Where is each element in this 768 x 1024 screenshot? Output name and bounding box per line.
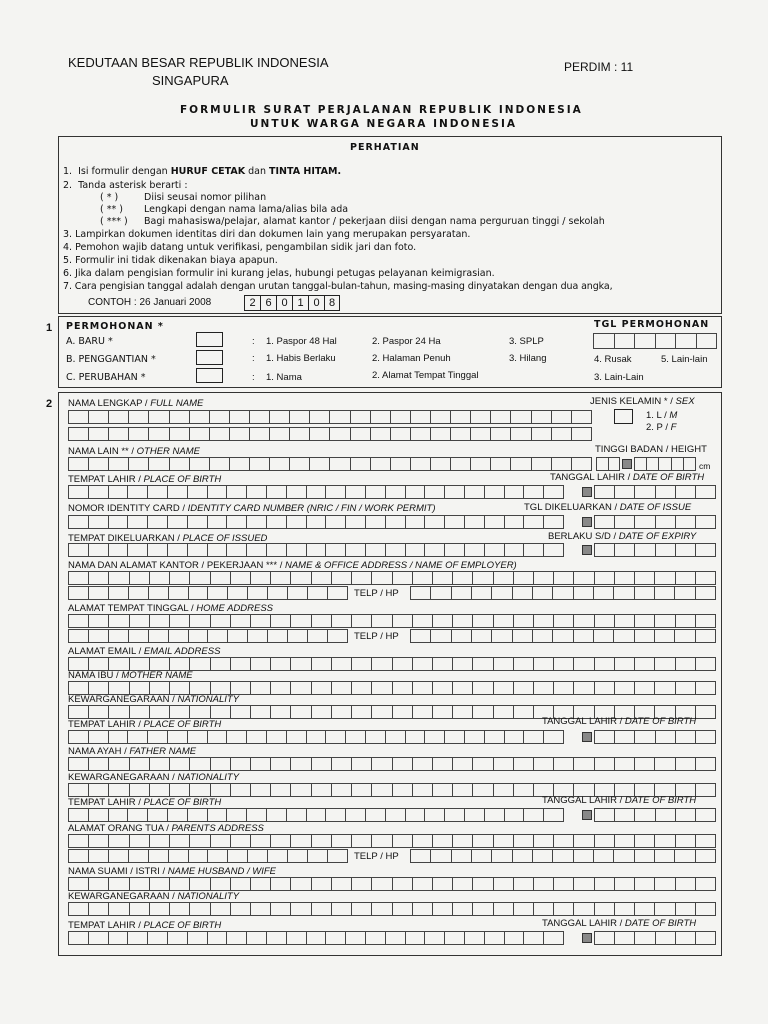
home-telp-label: TELP / HP <box>354 631 399 642</box>
asterisk-mark: ( * ) <box>100 192 119 203</box>
label-en: F <box>670 422 677 433</box>
label-en: NATIONALITY <box>177 891 240 902</box>
expiry-label <box>548 531 696 542</box>
pengganti-opt-1: 1. Habis Berlaku <box>266 353 336 364</box>
label-id: BERLAKU S/D / <box>548 531 619 542</box>
asterisk-3 <box>100 216 605 227</box>
label-en: NAME HUSBAND / WIFE <box>167 866 276 877</box>
colon: : <box>252 336 255 347</box>
label-id: 1. L / <box>646 410 670 421</box>
sex-f <box>646 422 676 433</box>
notice-item-5 <box>63 255 278 266</box>
label-id: NOMOR IDENTITY CARD / <box>68 503 188 514</box>
label-en: OTHER NAME <box>136 446 200 457</box>
perubahan-opt-1: 1. Nama <box>266 372 302 383</box>
email-label <box>68 646 220 657</box>
label-id: NAMA IBU / <box>68 670 122 681</box>
father-label <box>68 746 196 757</box>
spouse-nationality-label <box>68 891 239 902</box>
label-id: NAMA AYAH / <box>68 746 130 757</box>
label-en: FATHER NAME <box>129 746 197 757</box>
label-id: NAMA DAN ALAMAT KANTOR / PEKERJAAN *** / <box>68 560 285 571</box>
label-id: TEMPAT DIKELUARKAN / <box>68 533 183 544</box>
label-en: SEX <box>675 396 695 407</box>
label-id: TANGGAL LAHIR / <box>542 918 625 929</box>
notice-text: Cara pengisian tanggal adalah dengan urutan tanggal-bulan-tahun, masing-masing dinyatakan dengan dua angka, <box>74 281 613 292</box>
other-name-label <box>68 446 200 457</box>
label-en: NAME & OFFICE ADDRESS / NAME OF EMPLOYER) <box>284 560 517 571</box>
home-input-1[interactable] <box>68 614 716 628</box>
home-label <box>68 603 273 614</box>
notice-bold: TINTA HITAM. <box>269 166 342 177</box>
spouse-pob-label <box>68 920 221 931</box>
parents-input-1[interactable] <box>68 834 716 848</box>
office-label <box>68 560 517 571</box>
dob-input[interactable] <box>594 485 716 499</box>
dob-marker <box>582 487 592 497</box>
label-en: PLACE OF ISSUED <box>182 533 268 544</box>
notice-text: Isi formulir dengan <box>78 166 171 177</box>
label-id: TEMPAT LAHIR / <box>68 797 144 808</box>
full-name-input-1[interactable] <box>68 410 592 424</box>
notice-text: Pemohon wajib datang untuk verifikasi, pengambilan sidik jari dan foto. <box>75 242 417 253</box>
parents-label <box>68 823 264 834</box>
father-dob-label <box>542 795 696 806</box>
spouse-dob-marker <box>582 933 592 943</box>
mother-input[interactable] <box>68 681 716 695</box>
option-c-box[interactable] <box>196 368 223 383</box>
colon: : <box>252 353 255 364</box>
notice-item-4 <box>63 242 416 253</box>
option-b-label: B. PENGGANTIAN * <box>66 354 156 365</box>
example-digit: 6 <box>260 295 276 311</box>
height-label: TINGGI BADAN / HEIGHT <box>595 444 707 455</box>
label-en: PLACE OF BIRTH <box>143 797 222 808</box>
label-en: EMAIL ADDRESS <box>143 646 221 657</box>
asterisk-mark: ( *** ) <box>100 216 128 227</box>
section1-number: 1 <box>46 322 53 334</box>
notice-num: 2. <box>63 180 73 191</box>
height-separator <box>622 459 632 469</box>
tgl-permohonan-title: TGL PERMOHONAN <box>594 319 710 330</box>
label-en: DATE OF EXPIRY <box>618 531 697 542</box>
label-id: NAMA LAIN ** / <box>68 446 137 457</box>
dob-label <box>550 472 704 483</box>
notice-text: Lampirkan dokumen identitas diri dan dokumen lain yang merupakan persyaratan. <box>75 229 471 240</box>
asterisk-text: Diisi seusai nomor pilihan <box>144 192 267 203</box>
father-dob-marker <box>582 810 592 820</box>
sex-label <box>590 396 695 407</box>
home-telp-input[interactable] <box>410 629 716 643</box>
label-en: HOME ADDRESS <box>196 603 274 614</box>
notice-item-2 <box>63 180 188 191</box>
spouse-pob-input[interactable] <box>68 931 564 945</box>
father-input[interactable] <box>68 757 716 771</box>
example-digit: 2 <box>244 295 260 311</box>
issue-date-input[interactable] <box>594 515 716 529</box>
example-digit: 0 <box>276 295 292 311</box>
label-id: ALAMAT EMAIL / <box>68 646 144 657</box>
example-digit: 0 <box>308 295 324 311</box>
office-telp-input[interactable] <box>410 586 716 600</box>
embassy-city: SINGAPURA <box>152 73 229 88</box>
option-a-label: A. BARU * <box>66 336 113 347</box>
label-id: TANGGAL LAHIR / <box>542 716 625 727</box>
mother-dob-label <box>542 716 696 727</box>
label-en: FULL NAME <box>150 398 204 409</box>
notice-item-1 <box>63 166 341 177</box>
spouse-input[interactable] <box>68 877 716 891</box>
form-code: PERDIM : 11 <box>564 60 634 74</box>
label-en: IDENTITY CARD NUMBER (NRIC / FIN / WORK PERMIT) <box>187 503 436 514</box>
father-pob-input[interactable] <box>68 808 564 822</box>
label-en: NATIONALITY <box>177 772 240 783</box>
label-en: PLACE OF BIRTH <box>143 719 222 730</box>
label-en: NATIONALITY <box>177 694 240 705</box>
office-input-2[interactable] <box>68 586 348 600</box>
baru-opt-2: 2. Paspor 24 Ha <box>372 336 441 347</box>
example-digit: 8 <box>324 295 340 311</box>
asterisk-1 <box>100 192 266 203</box>
example-date <box>244 295 340 311</box>
label-id: TANGGAL LAHIR / <box>550 472 633 483</box>
notice-item-7 <box>63 281 613 292</box>
mother-pob-input[interactable] <box>68 730 564 744</box>
form-subtitle: UNTUK WARGA NEGARA INDONESIA <box>250 118 517 130</box>
form-title: FORMULIR SURAT PERJALANAN REPUBLIK INDONESIA <box>180 104 583 116</box>
notice-num: 3. <box>63 229 73 240</box>
example-digit: 1 <box>292 295 308 311</box>
mother-dob-marker <box>582 732 592 742</box>
pengganti-opt-4: 4. Rusak <box>594 354 632 365</box>
notice-text: dan <box>245 166 270 177</box>
tgl-permohonan-input[interactable] <box>593 333 717 349</box>
poi-input[interactable] <box>68 543 564 557</box>
spouse-label <box>68 866 276 877</box>
section1-title: PERMOHONAN * <box>66 321 164 332</box>
label-id: TEMPAT LAHIR / <box>68 719 144 730</box>
idcard-input[interactable] <box>68 515 564 529</box>
notice-item-3 <box>63 229 470 240</box>
height-input-1[interactable] <box>596 457 620 471</box>
label-en: DATE OF BIRTH <box>624 795 697 806</box>
label-id: TGL DIKELUARKAN / <box>524 502 620 513</box>
sex-input[interactable] <box>614 409 633 424</box>
mother-nationality-label <box>68 694 239 705</box>
mother-label <box>68 670 193 681</box>
label-id: 2. P / <box>646 422 671 433</box>
expiry-input[interactable] <box>594 543 716 557</box>
mother-pob-label <box>68 719 221 730</box>
notice-num: 5. <box>63 255 73 266</box>
father-pob-label <box>68 797 221 808</box>
label-en: DATE OF BIRTH <box>632 472 705 483</box>
asterisk-2 <box>100 204 348 215</box>
notice-num: 6. <box>63 268 73 279</box>
label-id: NAMA SUAMI / ISTRI / <box>68 866 168 877</box>
mother-dob-input[interactable] <box>594 730 716 744</box>
colon: : <box>252 372 255 383</box>
office-input-1[interactable] <box>68 571 716 585</box>
pengganti-opt-3: 3. Hilang <box>509 353 547 364</box>
notice-heading: PERHATIAN <box>350 142 420 153</box>
perubahan-opt-2: 2. Alamat Tempat Tinggal <box>372 370 479 381</box>
notice-text: Jika dalam pengisian formulir ini kurang jelas, hubungi petugas pelayanan keimigrasian. <box>75 268 495 279</box>
parents-telp-input[interactable] <box>410 849 716 863</box>
label-id: NAMA LENGKAP / <box>68 398 151 409</box>
label-id: ALAMAT ORANG TUA / <box>68 823 172 834</box>
parents-telp-label: TELP / HP <box>354 851 399 862</box>
issue-date-label <box>524 502 691 513</box>
label-id: TANGGAL LAHIR / <box>542 795 625 806</box>
label-en: M <box>669 410 678 421</box>
notice-bold: HURUF CETAK <box>170 166 246 177</box>
issue-marker <box>582 517 592 527</box>
height-input-2[interactable] <box>634 457 696 471</box>
label-en: DATE OF BIRTH <box>624 716 697 727</box>
spouse-dob-label <box>542 918 696 929</box>
office-telp-label: TELP / HP <box>354 588 399 599</box>
spouse-nationality-input[interactable] <box>68 902 716 916</box>
option-a-box[interactable] <box>196 332 223 347</box>
email-input[interactable] <box>68 657 716 671</box>
notice-num: 7. <box>63 281 72 292</box>
section2-number: 2 <box>46 398 53 410</box>
height-unit: cm <box>699 461 711 471</box>
parents-input-2[interactable] <box>68 849 348 863</box>
asterisk-mark: ( ** ) <box>100 204 123 215</box>
example-label: CONTOH : 26 Januari 2008 <box>88 297 212 308</box>
pengganti-opt-5: 5. Lain-lain <box>661 354 708 365</box>
label-en: PARENTS ADDRESS <box>171 823 264 834</box>
full-name-input-2[interactable] <box>68 427 592 441</box>
expiry-marker <box>582 545 592 555</box>
label-id: JENIS KELAMIN * / <box>590 396 676 407</box>
idcard-label <box>68 503 436 514</box>
asterisk-text: Bagi mahasiswa/pelajar, alamat kantor / pekerjaan diisi dengan nama perguruan tinggi / sekolah <box>144 216 605 227</box>
full-name-label <box>68 398 203 409</box>
spouse-dob-input[interactable] <box>594 931 716 945</box>
label-en: PLACE OF BIRTH <box>143 920 222 931</box>
father-dob-input[interactable] <box>594 808 716 822</box>
home-input-2[interactable] <box>68 629 348 643</box>
option-b-box[interactable] <box>196 350 223 365</box>
father-nationality-label <box>68 772 239 783</box>
label-en: PLACE OF BIRTH <box>143 474 222 485</box>
pob-label <box>68 474 221 485</box>
asterisk-text: Lengkapi dengan nama lama/alias bila ada <box>144 204 349 215</box>
notice-num: 4. <box>63 242 73 253</box>
label-en: DATE OF ISSUE <box>619 502 692 513</box>
label-id: KEWARGANEGARAAN / <box>68 694 178 705</box>
label-id: TEMPAT LAHIR / <box>68 474 144 485</box>
baru-opt-1: 1. Paspor 48 Hal <box>266 336 337 347</box>
pengganti-opt-2: 2. Halaman Penuh <box>372 353 451 364</box>
option-c-label: C. PERUBAHAN * <box>66 372 146 383</box>
label-id: KEWARGANEGARAAN / <box>68 772 178 783</box>
notice-text: Formulir ini tidak dikenakan biaya apapun. <box>75 255 278 266</box>
label-en: MOTHER NAME <box>121 670 193 681</box>
perubahan-opt-3: 3. Lain-Lain <box>594 372 644 383</box>
notice-item-6 <box>63 268 495 279</box>
other-name-input[interactable] <box>68 457 592 471</box>
embassy-name: KEDUTAAN BESAR REPUBLIK INDONESIA <box>68 55 329 70</box>
notice-text: Tanda asterisk berarti : <box>78 180 188 191</box>
label-id: TEMPAT LAHIR / <box>68 920 144 931</box>
label-id: ALAMAT TEMPAT TINGGAL / <box>68 603 197 614</box>
label-en: DATE OF BIRTH <box>624 918 697 929</box>
notice-num: 1. <box>63 166 73 177</box>
pob-input[interactable] <box>68 485 564 499</box>
baru-opt-3: 3. SPLP <box>509 336 544 347</box>
label-id: KEWARGANEGARAAN / <box>68 891 178 902</box>
sex-m <box>646 410 677 421</box>
